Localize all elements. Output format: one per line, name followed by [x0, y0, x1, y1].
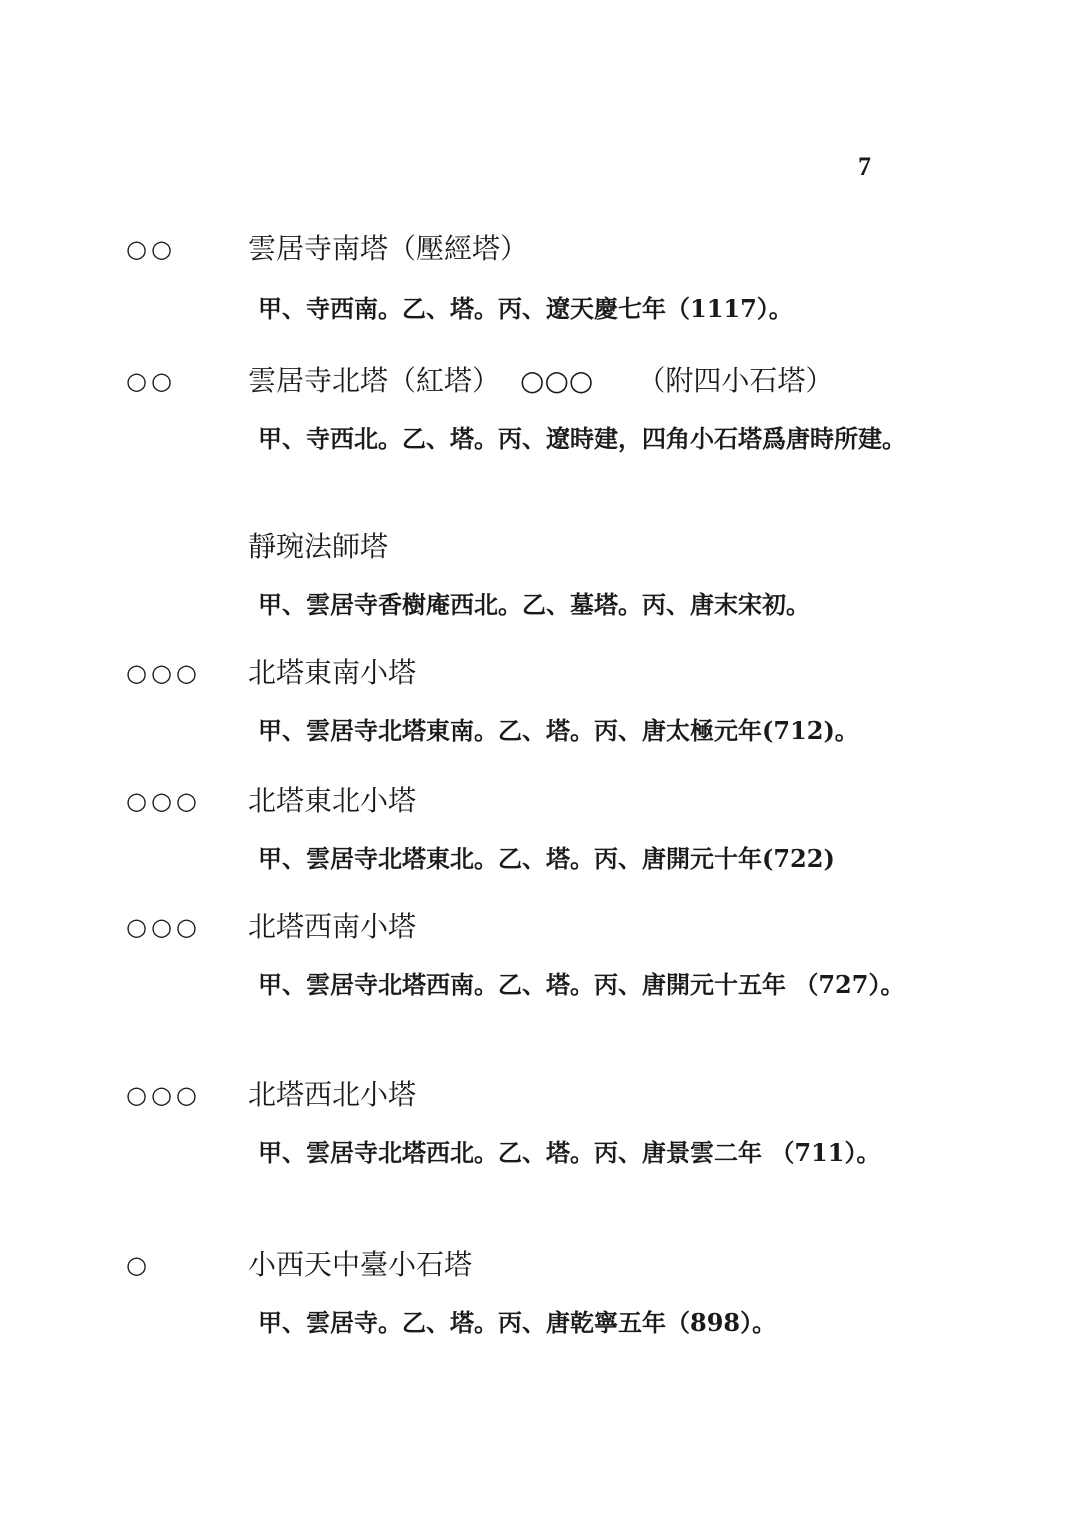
entry-description: 甲、寺西南。乙、塔。丙、遼天慶七年（1117）。	[258, 294, 793, 323]
rating-marks: ○○○	[126, 787, 201, 815]
entry-title-text: 靜琬法師塔	[248, 530, 389, 563]
entry-title-note: （附四小石塔）	[637, 364, 834, 397]
entry-title	[248, 1078, 416, 1112]
entry-title-text: 北塔西北小塔	[248, 1078, 417, 1111]
entry-title	[248, 784, 416, 818]
entry-description: 甲、雲居寺北塔西北。乙、塔。丙、唐景雲二年 （711）。	[258, 1138, 881, 1167]
rating-marks: ○○	[126, 367, 176, 395]
entry-title	[248, 364, 833, 398]
entry-title	[248, 232, 528, 266]
entry-title-text: 雲居寺北塔（紅塔）	[248, 364, 501, 397]
entry-title-marks: ○○○	[520, 364, 594, 397]
entry-title-text: 北塔西南小塔	[248, 910, 417, 943]
rating-marks: ○	[126, 1251, 151, 1279]
entry-title-text: 北塔東南小塔	[248, 656, 417, 689]
entry-description: 甲、雲居寺北塔東南。乙、塔。丙、唐太極元年(712)。	[258, 716, 859, 745]
rating-marks: ○○○	[126, 913, 201, 941]
entry-title-text: 雲居寺南塔（壓經塔）	[248, 232, 529, 265]
rating-marks: ○○○	[126, 1081, 201, 1109]
entry-description: 甲、雲居寺香樹庵西北。乙、墓塔。丙、唐末宋初。	[258, 590, 810, 619]
entry-description: 甲、雲居寺北塔東北。乙、塔。丙、唐開元十年(722)	[258, 844, 835, 873]
entry-title	[248, 910, 416, 944]
entry-title	[248, 530, 388, 564]
rating-marks: ○○	[126, 235, 176, 263]
entry-title	[248, 656, 416, 690]
rating-marks: ○○○	[126, 659, 201, 687]
entry-description: 甲、寺西北。乙、塔。丙、遼時建，四角小石塔爲唐時所建。	[258, 424, 906, 453]
entry-title	[248, 1248, 472, 1282]
entry-description: 甲、雲居寺。乙、塔。丙、唐乾寧五年（898）。	[258, 1308, 777, 1337]
entry-title-text: 北塔東北小塔	[248, 784, 417, 817]
entry-description: 甲、雲居寺北塔西南。乙、塔。丙、唐開元十五年 （727）。	[258, 970, 905, 999]
entry-title-text: 小西天中臺小石塔	[248, 1248, 473, 1281]
page-number: 7	[858, 152, 871, 181]
